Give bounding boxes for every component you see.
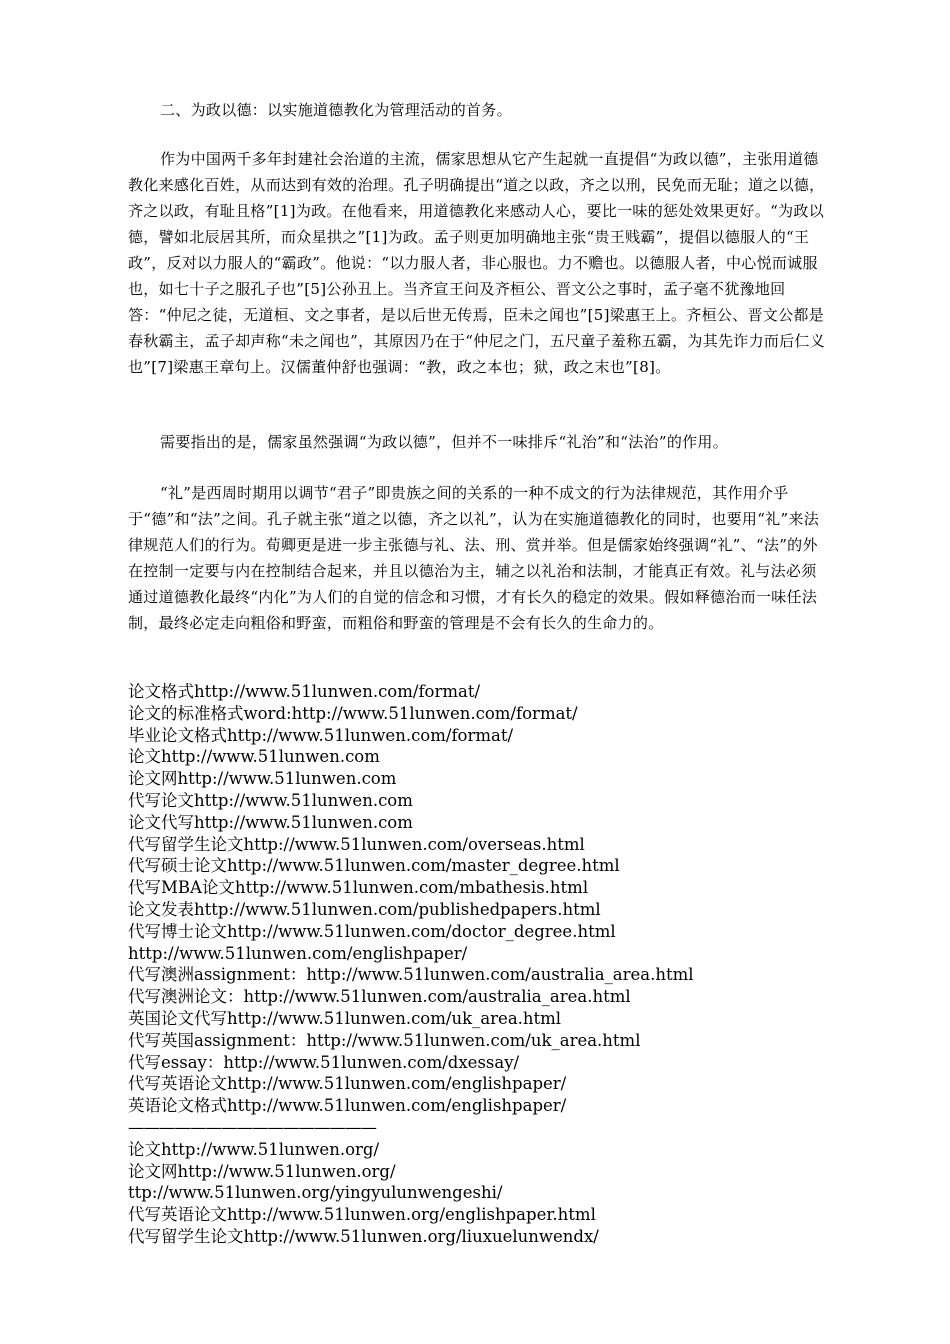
link-list <box>128 681 848 1248</box>
link-line[interactable]: 代写留学生论文http://www.51lunwen.com/overseas.html <box>128 834 585 854</box>
separator-line: ———————————————— <box>128 1117 376 1137</box>
body-paragraph: “礼”是西周时期用以调节“君子”即贵族之间的关系的一种不成文的行为法律规范，其作用介乎于“德”和“法”之间。孔子就主张“道之以德，齐之以礼”，认为在实施道德教化的同时，也要用“礼”来法律规范人们的行为。荀卿更是进一步主张德与礼、法、刑、赏并举。但是儒家始终强调“礼”、“法”的外在控制一定要与内在控制结合起来，并且以德治为主，辅之以礼治和法制，才能真正有效。礼与法必须通过道德教化最终“内化”为人们的自觉的信念和习惯，才有长久的稳定的效果。假如释德治而一味任法制，最终必定走向粗俗和野蛮，而粗俗和野蛮的管理是不会有长久的生命力的。 <box>128 484 820 632</box>
link-line[interactable]: 论文网http://www.51lunwen.com <box>128 769 397 789</box>
link-line[interactable]: 论文格式http://www.51lunwen.com/format/ <box>128 682 481 701</box>
link-line[interactable]: 毕业论文格式http://www.51lunwen.com/format/ <box>128 725 514 745</box>
link-line[interactable]: 代写英语论文http://www.51lunwen.com/englishpaper/ <box>128 1074 567 1094</box>
link-line[interactable]: ttp://www.51lunwen.org/yingyulunwengeshi/ <box>128 1183 503 1203</box>
link-line[interactable]: 论文网http://www.51lunwen.org/ <box>128 1161 396 1181</box>
link-line[interactable]: 代写硕士论文http://www.51lunwen.com/master_degree.html <box>128 856 620 876</box>
link-line[interactable]: 论文http://www.51lunwen.com <box>128 747 380 767</box>
link-line[interactable]: 代写MBA论文http://www.51lunwen.com/mbathesis.html <box>128 878 589 898</box>
section-heading: 二、为政以德：以实施道德教化为管理活动的首务。 <box>160 101 512 119</box>
link-line[interactable]: 代写英国assignment：http://www.51lunwen.com/uk_area.html <box>128 1030 641 1050</box>
link-line[interactable]: 代写澳洲assignment：http://www.51lunwen.com/australia_area.html <box>128 965 694 985</box>
link-line[interactable]: 代写博士论文http://www.51lunwen.com/doctor_degree.html <box>128 921 616 941</box>
body-paragraph: 需要指出的是，儒家虽然强调“为政以德”，但并不一味排斥“礼治”和“法治”的作用。 <box>160 433 729 451</box>
body-paragraph: 作为中国两千多年封建社会治道的主流，儒家思想从它产生起就一直提倡“为政以德”，主张用道德教化来感化百姓，从而达到有效的治理。孔子明确提出“道之以政，齐之以刑，民免而无耻；道之以德，齐之以政，有耻且格”[1]为政。在他看来，用道德教化来感动人心，要比一味的惩处效果更好。“为政以德，譬如北辰居其所，而众星拱之”[1]为政。孟子则更加明确地主张“贵王贱霸”，提倡以德服人的“王政”，反对以力服人的“霸政”。他说：“以力服人者，非心服也。力不赡也。以德服人者，中心悦而诚服也，如七十子之服孔子也”[5]公孙丑上。当齐宣王问及齐桓公、晋文公之事时，孟子毫不犹豫地回答：“仲尼之徒，无道桓、文之事者，是以后世无传焉，臣未之闻也”[5]梁惠王上。齐桓公、晋文公都是春秋霸主，孟子却声称“未之闻也”，其原因乃在于“仲尼之门，五尺童子羞称五霸，为其先诈力而后仁义也”[7]梁惠王章句上。汉儒董仲舒也强调：“教，政之本也；狱，政之末也”[8]。 <box>128 150 826 376</box>
link-line[interactable]: http://www.51lunwen.com/englishpaper/ <box>128 943 468 963</box>
link-line[interactable]: 英语论文格式http://www.51lunwen.com/englishpaper/ <box>128 1096 567 1116</box>
link-line[interactable]: 代写澳洲论文：http://www.51lunwen.com/australia_area.html <box>128 987 631 1007</box>
link-line[interactable]: 论文的标准格式word:http://www.51lunwen.com/format/ <box>128 703 578 723</box>
link-line[interactable]: 代写留学生论文http://www.51lunwen.org/liuxuelunwendx/ <box>128 1226 599 1246</box>
link-line[interactable]: 论文http://www.51lunwen.org/ <box>128 1139 380 1159</box>
link-line[interactable]: 英国论文代写http://www.51lunwen.com/uk_area.html <box>128 1008 562 1028</box>
link-line[interactable]: 代写英语论文http://www.51lunwen.org/englishpaper.html <box>128 1205 596 1225</box>
link-line[interactable]: 论文发表http://www.51lunwen.com/publishedpapers.html <box>128 899 601 919</box>
link-line[interactable]: 代写论文http://www.51lunwen.com <box>128 790 413 810</box>
link-line[interactable]: 代写essay：http://www.51lunwen.com/dxessay/ <box>128 1052 520 1072</box>
link-line[interactable]: 论文代写http://www.51lunwen.com <box>128 812 413 832</box>
